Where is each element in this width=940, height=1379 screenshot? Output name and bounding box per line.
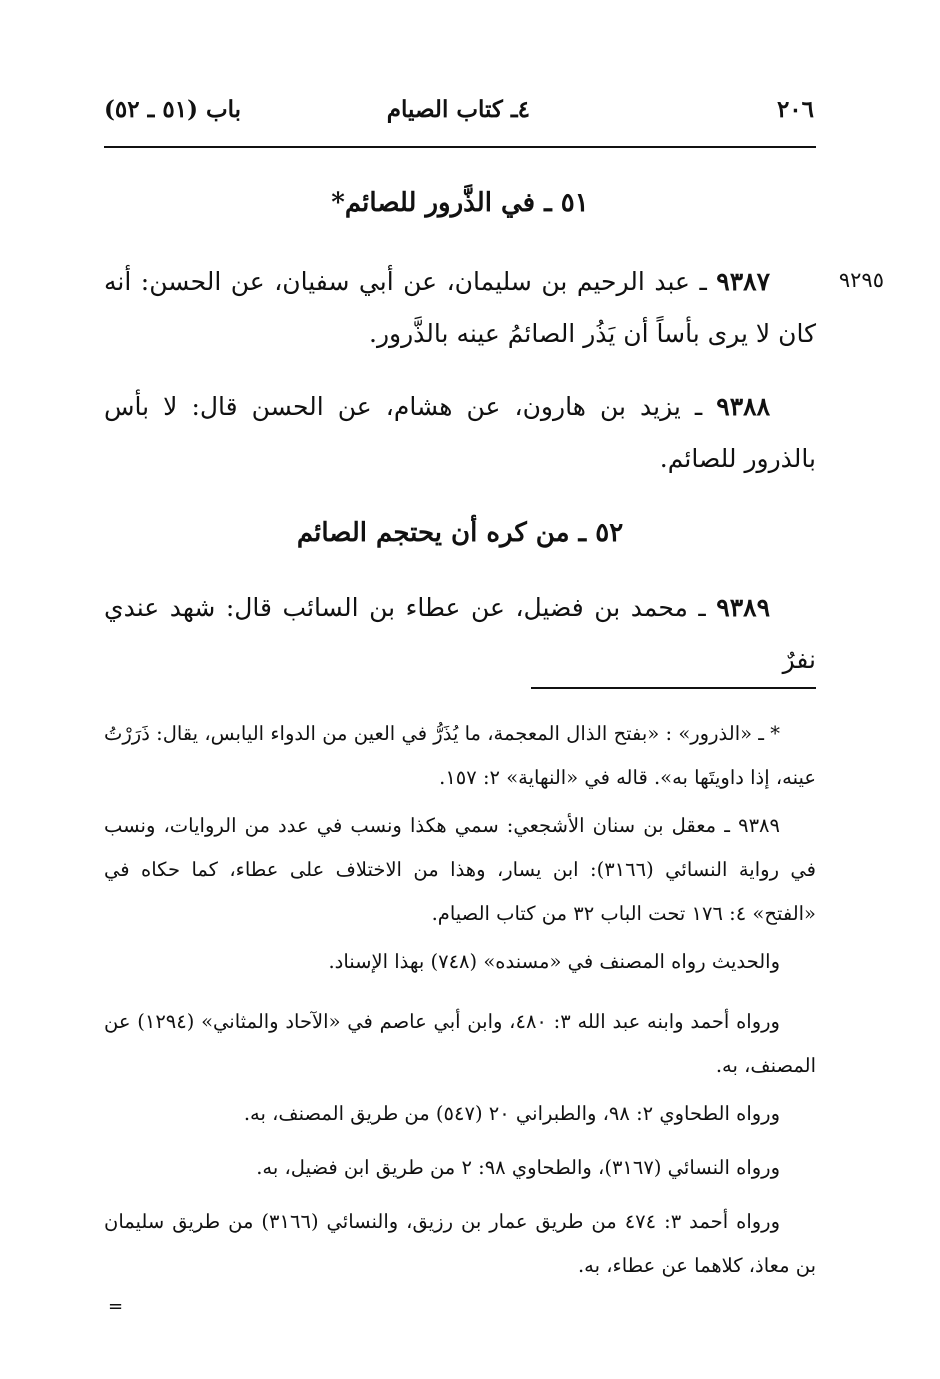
footnote-nasai: ورواه النسائي (٣١٦٧)، والطحاوي ٩٨: ٢ من طريق ابن فضيل، به. [256,1156,780,1179]
hadith-number: ٩٣٨٧ [716,267,770,296]
hadith-text: ـ يزيد بن هارون، عن هشام، عن الحسن قال: لا بأس بالذرور للصائم. [104,392,816,473]
hadith-text: ـ عبد الرحيم بن سليمان، عن أبي سفيان، عن الحسن: أنه كان لا يرى بأساً أن يَذُر الصائمُ عينه بالذَّرور. [104,267,816,348]
footnote-musnad: والحديث رواه المصنف في «مسنده» (٧٤٨) بهذا الإسناد. [328,950,780,973]
section-title-51: ٥١ ـ في الذَّرور للصائم* [331,188,589,218]
hadith-9388 [104,381,816,485]
footnote-tahawi: ورواه الطحاوي ٢: ٩٨، والطبراني ٢٠ (٥٤٧) من طريق المصنف، به. [243,1102,780,1125]
hadith-number: ٩٣٨٩ [716,593,770,622]
page-number: ٢٠٦ [776,96,814,123]
running-header [104,88,816,134]
hadith-text: ـ محمد بن فضيل، عن عطاء بن السائب قال: شهد عندي نفرٌ [104,593,816,674]
footnote-dharur: * ـ «الذرور» : «بفتح الذال المعجمة، ما يُذَرُّ في العين من الدواء اليابس، يقال: ذَرَرْتُ عينه، إذا داويتَها به». قاله في «النهاية» ٢: ١٥٧. [104,722,816,789]
footnote-ahmad: ورواه أحمد وابنه عبد الله ٣: ٤٨٠، وابن أبي عاصم في «الآحاد والمثاني» (١٢٩٤) عن المصنف، به. [104,1010,816,1077]
margin-number: ٩٢٩٥ [838,268,884,292]
continuation-mark: = [108,1296,124,1317]
footnote-9389: ٩٣٨٩ ـ معقل بن سنان الأشجعي: سمي هكذا ونسب في عدد من الروايات، ونسب في رواية النسائي (٣١٦٦): ابن يسار، وهذا من الاختلاف على عطاء، كما حكاه في «الفتح» ٤: ١٧٦ تحت الباب ٣٢ من كتاب الصيام. [104,814,817,925]
chapter-range: باب (٥١ ـ ٥٢) [104,96,242,123]
section-title-52: ٥٢ ـ من كره أن يحتجم الصائم [296,518,624,548]
header-divider [104,146,816,148]
hadith-9389 [104,582,816,686]
footnote-ammar: ورواه أحمد ٣: ٤٧٤ من طريق عمار بن رزيق، والنسائي (٣١٦٦) من طريق سليمان بن معاذ، كلاهما عن عطاء، به. [104,1210,816,1277]
book-title: ٤ـ كتاب الصيام [386,96,530,123]
hadith-9387 [104,256,816,360]
hadith-number: ٩٣٨٨ [716,392,770,421]
footnote-divider [531,687,816,689]
